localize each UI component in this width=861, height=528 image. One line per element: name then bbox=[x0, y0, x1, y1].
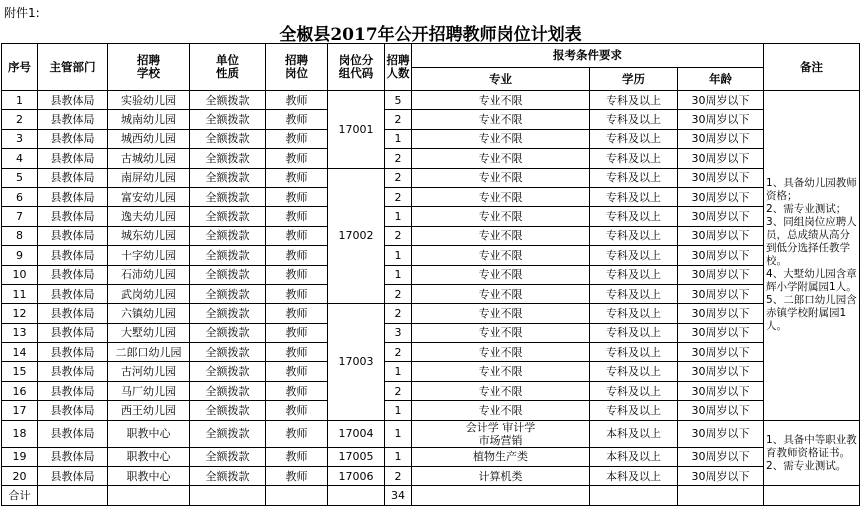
cell-dept: 县教体局 bbox=[38, 187, 108, 206]
table-row bbox=[2, 91, 860, 110]
cell-seq: 1 bbox=[2, 91, 38, 110]
cell-seq: 15 bbox=[2, 362, 38, 381]
cell-count: 2 bbox=[385, 149, 412, 168]
recruitment-plan-table bbox=[1, 43, 860, 506]
cell-unit: 全额拨款 bbox=[190, 207, 266, 226]
cell-school: 城南幼儿园 bbox=[108, 110, 190, 129]
cell-post: 教师 bbox=[266, 362, 328, 381]
cell-school: 石沛幼儿园 bbox=[108, 265, 190, 284]
cell-dept: 县教体局 bbox=[38, 401, 108, 420]
header-remark: 备注 bbox=[764, 44, 860, 91]
cell-seq: 16 bbox=[2, 381, 38, 400]
table-row bbox=[2, 447, 860, 466]
total-label: 合计 bbox=[2, 486, 38, 505]
cell-edu: 本科及以上 bbox=[590, 420, 678, 447]
cell-edu: 专科及以上 bbox=[590, 207, 678, 226]
table-row bbox=[2, 187, 860, 206]
cell-unit: 全额拨款 bbox=[190, 226, 266, 245]
cell-post: 教师 bbox=[266, 110, 328, 129]
cell-count: 2 bbox=[385, 467, 412, 486]
cell-count: 1 bbox=[385, 362, 412, 381]
cell-age: 30周岁以下 bbox=[678, 129, 764, 148]
cell-major: 专业不限 bbox=[412, 168, 590, 187]
cell-school: 职教中心 bbox=[108, 447, 190, 466]
cell-age: 30周岁以下 bbox=[678, 187, 764, 206]
cell-edu: 专科及以上 bbox=[590, 246, 678, 265]
cell-seq: 17 bbox=[2, 401, 38, 420]
cell-post: 教师 bbox=[266, 381, 328, 400]
cell-post: 教师 bbox=[266, 304, 328, 323]
cell-major: 会计学 审计学 市场营销 bbox=[412, 420, 590, 447]
cell-major: 专业不限 bbox=[412, 207, 590, 226]
cell-age: 30周岁以下 bbox=[678, 381, 764, 400]
cell-school: 实验幼儿园 bbox=[108, 91, 190, 110]
cell-school: 逸夫幼儿园 bbox=[108, 207, 190, 226]
total-row bbox=[2, 486, 860, 505]
cell-edu: 本科及以上 bbox=[590, 467, 678, 486]
cell-edu: 专科及以上 bbox=[590, 226, 678, 245]
cell-age: 30周岁以下 bbox=[678, 362, 764, 381]
cell-seq: 2 bbox=[2, 110, 38, 129]
cell-major: 专业不限 bbox=[412, 265, 590, 284]
cell-seq: 19 bbox=[2, 447, 38, 466]
cell-dept: 县教体局 bbox=[38, 467, 108, 486]
page-title: 全椒县2017年公开招聘教师岗位计划表 bbox=[279, 25, 582, 45]
cell-post: 教师 bbox=[266, 343, 328, 362]
table-row bbox=[2, 149, 860, 168]
header-post: 招聘 岗位 bbox=[266, 44, 328, 91]
cell-count: 1 bbox=[385, 401, 412, 420]
cell-dept: 县教体局 bbox=[38, 110, 108, 129]
cell-age: 30周岁以下 bbox=[678, 226, 764, 245]
cell-edu: 专科及以上 bbox=[590, 401, 678, 420]
cell-unit: 全额拨款 bbox=[190, 265, 266, 284]
cell-count: 1 bbox=[385, 447, 412, 466]
cell-seq: 3 bbox=[2, 129, 38, 148]
header-age: 年龄 bbox=[678, 68, 764, 91]
cell-major: 专业不限 bbox=[412, 323, 590, 342]
cell-code: 17003 bbox=[328, 304, 385, 420]
cell-count: 1 bbox=[385, 246, 412, 265]
table-row bbox=[2, 381, 860, 400]
cell-dept: 县教体局 bbox=[38, 129, 108, 148]
cell-school: 南屏幼儿园 bbox=[108, 168, 190, 187]
cell-age: 30周岁以下 bbox=[678, 91, 764, 110]
cell-unit: 全额拨款 bbox=[190, 168, 266, 187]
cell-seq: 12 bbox=[2, 304, 38, 323]
cell-major: 专业不限 bbox=[412, 246, 590, 265]
cell-post: 教师 bbox=[266, 207, 328, 226]
cell-post: 教师 bbox=[266, 284, 328, 303]
table-row bbox=[2, 420, 860, 447]
cell-dept: 县教体局 bbox=[38, 284, 108, 303]
cell-major: 专业不限 bbox=[412, 381, 590, 400]
cell-edu: 专科及以上 bbox=[590, 343, 678, 362]
cell-age: 30周岁以下 bbox=[678, 265, 764, 284]
cell-code: 17005 bbox=[328, 447, 385, 466]
cell-seq: 18 bbox=[2, 420, 38, 447]
cell-unit: 全额拨款 bbox=[190, 401, 266, 420]
cell-school: 二郎口幼儿园 bbox=[108, 343, 190, 362]
cell-post: 教师 bbox=[266, 246, 328, 265]
table-row bbox=[2, 246, 860, 265]
table-row bbox=[2, 110, 860, 129]
cell-seq: 11 bbox=[2, 284, 38, 303]
cell-unit: 全额拨款 bbox=[190, 246, 266, 265]
cell-edu: 专科及以上 bbox=[590, 149, 678, 168]
table-row bbox=[2, 129, 860, 148]
cell-school: 城东幼儿园 bbox=[108, 226, 190, 245]
table-row bbox=[2, 207, 860, 226]
cell-unit: 全额拨款 bbox=[190, 129, 266, 148]
cell-code: 17001 bbox=[328, 91, 385, 169]
table-row bbox=[2, 467, 860, 486]
cell-major: 专业不限 bbox=[412, 187, 590, 206]
table-row bbox=[2, 323, 860, 342]
cell-edu: 专科及以上 bbox=[590, 168, 678, 187]
cell-dept: 县教体局 bbox=[38, 362, 108, 381]
cell-school: 马厂幼儿园 bbox=[108, 381, 190, 400]
cell-school: 职教中心 bbox=[108, 467, 190, 486]
cell-count: 1 bbox=[385, 265, 412, 284]
header-dept: 主管部门 bbox=[38, 44, 108, 91]
table-row bbox=[2, 168, 860, 187]
cell-count: 2 bbox=[385, 187, 412, 206]
cell-count: 1 bbox=[385, 207, 412, 226]
cell-edu: 专科及以上 bbox=[590, 129, 678, 148]
cell-major: 专业不限 bbox=[412, 91, 590, 110]
table-row bbox=[2, 401, 860, 420]
cell-post: 教师 bbox=[266, 323, 328, 342]
cell-major: 专业不限 bbox=[412, 110, 590, 129]
cell-post: 教师 bbox=[266, 226, 328, 245]
cell-age: 30周岁以下 bbox=[678, 246, 764, 265]
cell-seq: 7 bbox=[2, 207, 38, 226]
cell-unit: 全额拨款 bbox=[190, 323, 266, 342]
cell-post: 教师 bbox=[266, 91, 328, 110]
cell-dept: 县教体局 bbox=[38, 149, 108, 168]
cell-age: 30周岁以下 bbox=[678, 401, 764, 420]
cell-seq: 20 bbox=[2, 467, 38, 486]
cell-major: 专业不限 bbox=[412, 343, 590, 362]
cell-dept: 县教体局 bbox=[38, 246, 108, 265]
header-seq: 序号 bbox=[2, 44, 38, 91]
cell-major: 专业不限 bbox=[412, 401, 590, 420]
cell-count: 2 bbox=[385, 168, 412, 187]
cell-school: 武岗幼儿园 bbox=[108, 284, 190, 303]
cell-major: 专业不限 bbox=[412, 304, 590, 323]
cell-seq: 8 bbox=[2, 226, 38, 245]
cell-unit: 全额拨款 bbox=[190, 467, 266, 486]
cell-code: 17002 bbox=[328, 168, 385, 304]
cell-unit: 全额拨款 bbox=[190, 420, 266, 447]
cell-age: 30周岁以下 bbox=[678, 323, 764, 342]
cell-unit: 全额拨款 bbox=[190, 110, 266, 129]
cell-major: 专业不限 bbox=[412, 362, 590, 381]
cell-post: 教师 bbox=[266, 447, 328, 466]
cell-edu: 专科及以上 bbox=[590, 362, 678, 381]
cell-dept: 县教体局 bbox=[38, 226, 108, 245]
cell-age: 30周岁以下 bbox=[678, 110, 764, 129]
cell-unit: 全额拨款 bbox=[190, 187, 266, 206]
cell-post: 教师 bbox=[266, 420, 328, 447]
total-count: 34 bbox=[385, 486, 412, 505]
cell-school: 职教中心 bbox=[108, 420, 190, 447]
cell-unit: 全额拨款 bbox=[190, 304, 266, 323]
table-row bbox=[2, 226, 860, 245]
table-row bbox=[2, 284, 860, 303]
cell-edu: 专科及以上 bbox=[590, 381, 678, 400]
cell-unit: 全额拨款 bbox=[190, 362, 266, 381]
cell-seq: 13 bbox=[2, 323, 38, 342]
cell-seq: 9 bbox=[2, 246, 38, 265]
cell-count: 2 bbox=[385, 226, 412, 245]
cell-age: 30周岁以下 bbox=[678, 467, 764, 486]
cell-dept: 县教体局 bbox=[38, 91, 108, 110]
remark-kindergarten: 1、具备幼儿园教师资格； 2、需专业测试； 3、同组岗位应聘人员，总成绩从高分到低分选择任教学校。 4、大墅幼儿园含章辉小学附属园1人。 5、二郎口幼儿园含赤镇学校附属园1人。 bbox=[764, 91, 860, 421]
table-row bbox=[2, 265, 860, 284]
cell-school: 六镇幼儿园 bbox=[108, 304, 190, 323]
cell-age: 30周岁以下 bbox=[678, 304, 764, 323]
attachment-label: 附件1: bbox=[4, 6, 40, 20]
cell-school: 西王幼儿园 bbox=[108, 401, 190, 420]
cell-edu: 专科及以上 bbox=[590, 284, 678, 303]
cell-unit: 全额拨款 bbox=[190, 91, 266, 110]
cell-unit: 全额拨款 bbox=[190, 284, 266, 303]
table-row bbox=[2, 362, 860, 381]
cell-dept: 县教体局 bbox=[38, 420, 108, 447]
cell-unit: 全额拨款 bbox=[190, 381, 266, 400]
header-count: 招聘 人数 bbox=[385, 44, 412, 91]
cell-major: 专业不限 bbox=[412, 226, 590, 245]
cell-major: 植物生产类 bbox=[412, 447, 590, 466]
cell-seq: 6 bbox=[2, 187, 38, 206]
header-edu: 学历 bbox=[590, 68, 678, 91]
cell-edu: 专科及以上 bbox=[590, 187, 678, 206]
cell-post: 教师 bbox=[266, 149, 328, 168]
cell-school: 富安幼儿园 bbox=[108, 187, 190, 206]
cell-school: 城西幼儿园 bbox=[108, 129, 190, 148]
cell-unit: 全额拨款 bbox=[190, 149, 266, 168]
cell-age: 30周岁以下 bbox=[678, 149, 764, 168]
cell-count: 2 bbox=[385, 284, 412, 303]
cell-edu: 专科及以上 bbox=[590, 91, 678, 110]
cell-dept: 县教体局 bbox=[38, 207, 108, 226]
cell-school: 大墅幼儿园 bbox=[108, 323, 190, 342]
cell-count: 2 bbox=[385, 110, 412, 129]
cell-seq: 14 bbox=[2, 343, 38, 362]
header-requirements: 报考条件要求 bbox=[412, 44, 764, 68]
cell-school: 古河幼儿园 bbox=[108, 362, 190, 381]
cell-count: 1 bbox=[385, 420, 412, 447]
cell-age: 30周岁以下 bbox=[678, 447, 764, 466]
cell-seq: 5 bbox=[2, 168, 38, 187]
cell-post: 教师 bbox=[266, 265, 328, 284]
header-school: 招聘 学校 bbox=[108, 44, 190, 91]
cell-age: 30周岁以下 bbox=[678, 207, 764, 226]
cell-edu: 本科及以上 bbox=[590, 447, 678, 466]
cell-dept: 县教体局 bbox=[38, 304, 108, 323]
cell-dept: 县教体局 bbox=[38, 343, 108, 362]
header-code: 岗位分 组代码 bbox=[328, 44, 385, 91]
cell-unit: 全额拨款 bbox=[190, 447, 266, 466]
cell-count: 5 bbox=[385, 91, 412, 110]
cell-count: 3 bbox=[385, 323, 412, 342]
cell-count: 1 bbox=[385, 129, 412, 148]
header-major: 专业 bbox=[412, 68, 590, 91]
cell-edu: 专科及以上 bbox=[590, 304, 678, 323]
cell-major: 专业不限 bbox=[412, 284, 590, 303]
cell-school: 古城幼儿园 bbox=[108, 149, 190, 168]
table-row bbox=[2, 343, 860, 362]
cell-age: 30周岁以下 bbox=[678, 420, 764, 447]
cell-code: 17006 bbox=[328, 467, 385, 486]
cell-edu: 专科及以上 bbox=[590, 323, 678, 342]
cell-count: 2 bbox=[385, 304, 412, 323]
table-row bbox=[2, 304, 860, 323]
header-unit: 单位 性质 bbox=[190, 44, 266, 91]
cell-dept: 县教体局 bbox=[38, 265, 108, 284]
cell-post: 教师 bbox=[266, 168, 328, 187]
cell-dept: 县教体局 bbox=[38, 323, 108, 342]
cell-age: 30周岁以下 bbox=[678, 284, 764, 303]
remark-vocational: 1、具备中等职业教育教师资格证书。 2、需专业测试。 bbox=[764, 420, 860, 486]
cell-school: 十字幼儿园 bbox=[108, 246, 190, 265]
cell-post: 教师 bbox=[266, 129, 328, 148]
cell-code: 17004 bbox=[328, 420, 385, 447]
cell-dept: 县教体局 bbox=[38, 447, 108, 466]
cell-post: 教师 bbox=[266, 401, 328, 420]
cell-major: 计算机类 bbox=[412, 467, 590, 486]
cell-post: 教师 bbox=[266, 467, 328, 486]
cell-dept: 县教体局 bbox=[38, 168, 108, 187]
cell-count: 2 bbox=[385, 343, 412, 362]
cell-post: 教师 bbox=[266, 187, 328, 206]
cell-dept: 县教体局 bbox=[38, 381, 108, 400]
cell-unit: 全额拨款 bbox=[190, 343, 266, 362]
cell-seq: 10 bbox=[2, 265, 38, 284]
cell-age: 30周岁以下 bbox=[678, 168, 764, 187]
cell-major: 专业不限 bbox=[412, 129, 590, 148]
cell-age: 30周岁以下 bbox=[678, 343, 764, 362]
cell-edu: 专科及以上 bbox=[590, 110, 678, 129]
cell-major: 专业不限 bbox=[412, 149, 590, 168]
cell-count: 2 bbox=[385, 381, 412, 400]
cell-seq: 4 bbox=[2, 149, 38, 168]
cell-edu: 专科及以上 bbox=[590, 265, 678, 284]
